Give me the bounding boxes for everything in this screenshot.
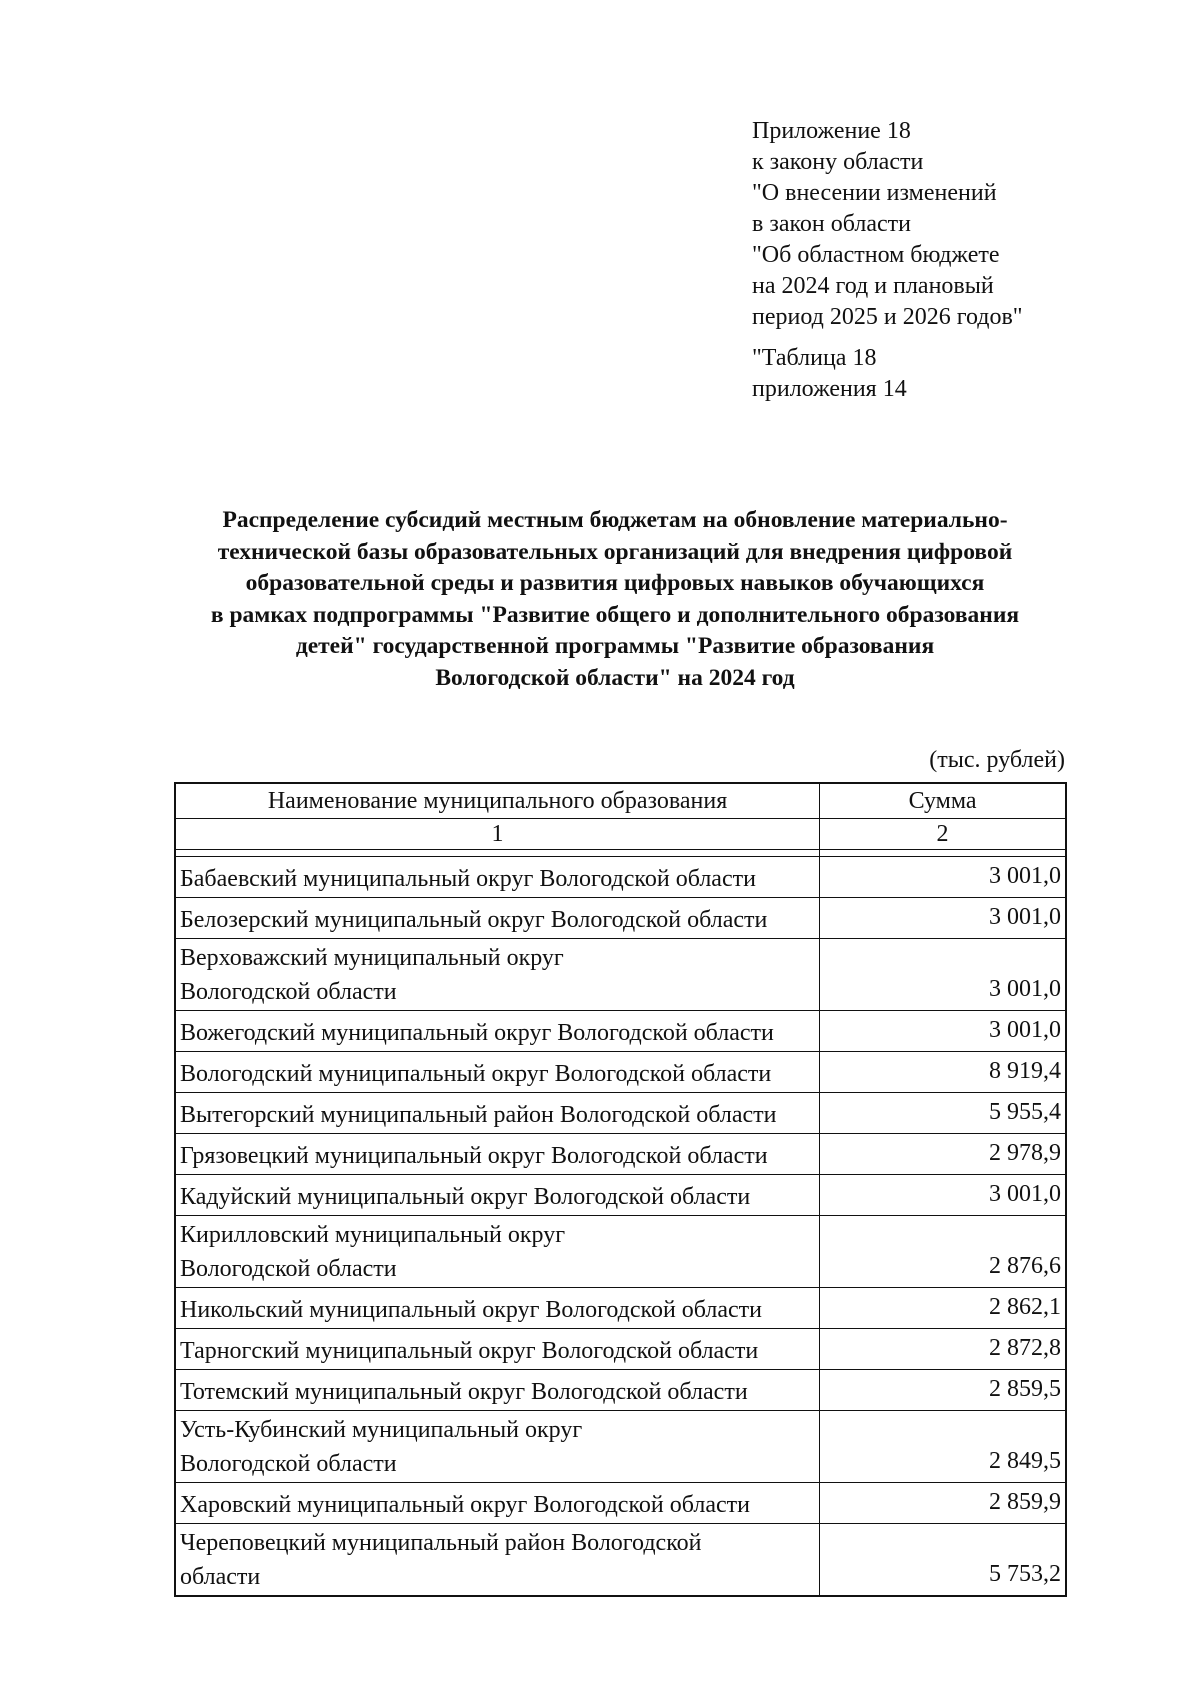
subsidy-table	[174, 782, 1067, 1597]
table-reference-line: приложения 14	[752, 376, 907, 402]
subsidy-amount: 2 859,5	[820, 1370, 1066, 1411]
subsidy-amount: 2 859,9	[820, 1483, 1066, 1524]
municipality-name	[175, 898, 820, 939]
appendix-line: "Об областном бюджете	[752, 242, 1000, 268]
table-body	[175, 819, 1066, 1597]
municipality-name-line: Кирилловский муниципальный округ	[180, 1222, 566, 1248]
municipality-name	[175, 1288, 820, 1329]
subsidy-amount: 5 753,2	[820, 1524, 1066, 1597]
appendix-block	[752, 116, 1023, 405]
subsidy-amount: 3 001,0	[820, 1175, 1066, 1216]
spacer-cell	[175, 850, 820, 857]
subsidy-amount: 3 001,0	[820, 939, 1066, 1011]
municipality-name-line: Никольский муниципальный округ Вологодской области	[180, 1297, 763, 1323]
table-row	[175, 1370, 1066, 1411]
municipality-name-line: Вологодской области	[180, 1256, 397, 1282]
table-row	[175, 857, 1066, 898]
municipality-name	[175, 1483, 820, 1524]
table-row	[175, 1175, 1066, 1216]
subsidy-amount: 3 001,0	[820, 857, 1066, 898]
appendix-line: в закон области	[752, 211, 911, 237]
municipality-name	[175, 1134, 820, 1175]
municipality-name	[175, 939, 820, 1011]
table-row	[175, 1011, 1066, 1052]
table-row	[175, 1483, 1066, 1524]
municipality-name-line: Череповецкий муниципальный район Вологодской	[180, 1530, 702, 1556]
subsidy-amount: 2 876,6	[820, 1216, 1066, 1288]
units-label: (тыс. рублей)	[929, 747, 1065, 773]
table-row	[175, 1411, 1066, 1483]
header-sum: Сумма	[820, 783, 1066, 819]
municipality-name-line: Тотемский муниципальный округ Вологодской области	[180, 1379, 748, 1405]
appendix-line: период 2025 и 2026 годов"	[752, 304, 1023, 330]
subsidy-amount: 3 001,0	[820, 898, 1066, 939]
header-municipality: Наименование муниципального образования	[175, 783, 820, 819]
spacer-row	[175, 850, 1066, 857]
title-line: технической базы образовательных организаций для внедрения цифровой	[217, 538, 1013, 565]
municipality-name	[175, 1329, 820, 1370]
title-line: Вологодской области" на 2024 год	[435, 664, 795, 691]
municipality-name-line: Грязовецкий муниципальный округ Вологодской области	[180, 1143, 768, 1169]
table-row	[175, 1216, 1066, 1288]
document-title	[140, 505, 1090, 694]
municipality-name	[175, 1216, 820, 1288]
column-number: 1	[175, 819, 820, 850]
subsidy-amount: 2 872,8	[820, 1329, 1066, 1370]
municipality-name-line: Белозерский муниципальный округ Вологодской области	[180, 907, 768, 933]
column-number-row	[175, 819, 1066, 850]
municipality-name-line: Харовский муниципальный округ Вологодской области	[180, 1492, 750, 1518]
table-reference-line: "Таблица 18	[752, 345, 877, 371]
subsidy-amount: 5 955,4	[820, 1093, 1066, 1134]
appendix-line: к закону области	[752, 149, 924, 175]
appendix-line: Приложение 18	[752, 118, 911, 144]
title-line: детей" государственной программы "Развитие образования	[295, 633, 935, 659]
municipality-name	[175, 1011, 820, 1052]
title-line: образовательной среды и развития цифровых навыков обучающихся	[245, 570, 985, 596]
municipality-name-line: Вологодский муниципальный округ Вологодской области	[180, 1061, 772, 1087]
municipality-name	[175, 1175, 820, 1216]
municipality-name	[175, 1411, 820, 1483]
spacer-cell	[820, 850, 1066, 857]
subsidy-amount: 2 978,9	[820, 1134, 1066, 1175]
subsidy-amount: 2 849,5	[820, 1411, 1066, 1483]
title-line: Распределение субсидий местным бюджетам на обновление материально-	[222, 507, 1008, 533]
appendix-line: "О внесении изменений	[752, 180, 997, 206]
municipality-name-line: Кадуйский муниципальный округ Вологодской области	[180, 1184, 751, 1210]
municipality-name	[175, 1524, 820, 1597]
column-number: 2	[820, 819, 1066, 850]
table-row	[175, 1329, 1066, 1370]
municipality-name	[175, 1093, 820, 1134]
table-row	[175, 898, 1066, 939]
municipality-name-line: Верховажский муниципальный округ	[180, 945, 564, 971]
municipality-name-line: области	[180, 1564, 261, 1590]
municipality-name	[175, 1052, 820, 1093]
appendix-line: на 2024 год и плановый	[752, 273, 994, 299]
municipality-name-line: Усть-Кубинский муниципальный округ	[180, 1417, 583, 1443]
subsidy-amount: 3 001,0	[820, 1011, 1066, 1052]
municipality-name-line: Бабаевский муниципальный округ Вологодской области	[180, 866, 756, 892]
municipality-name-line: Тарногский муниципальный округ Вологодской области	[180, 1338, 759, 1364]
table-row	[175, 1524, 1066, 1597]
subsidy-amount: 2 862,1	[820, 1288, 1066, 1329]
table-row	[175, 1052, 1066, 1093]
table-header-row	[175, 783, 1066, 819]
municipality-name-line: Вологодской области	[180, 1451, 397, 1477]
appendix-spacer	[752, 333, 1023, 343]
title-line: в рамках подпрограммы "Развитие общего и дополнительного образования	[210, 601, 1020, 628]
table-row	[175, 1093, 1066, 1134]
table-row	[175, 1288, 1066, 1329]
table-row	[175, 939, 1066, 1011]
municipality-name-line: Вожегодский муниципальный округ Вологодской области	[180, 1020, 774, 1046]
municipality-name	[175, 857, 820, 898]
municipality-name	[175, 1370, 820, 1411]
table-row	[175, 1134, 1066, 1175]
municipality-name-line: Вытегорский муниципальный район Вологодской области	[180, 1102, 777, 1128]
subsidy-amount: 8 919,4	[820, 1052, 1066, 1093]
municipality-name-line: Вологодской области	[180, 979, 397, 1005]
